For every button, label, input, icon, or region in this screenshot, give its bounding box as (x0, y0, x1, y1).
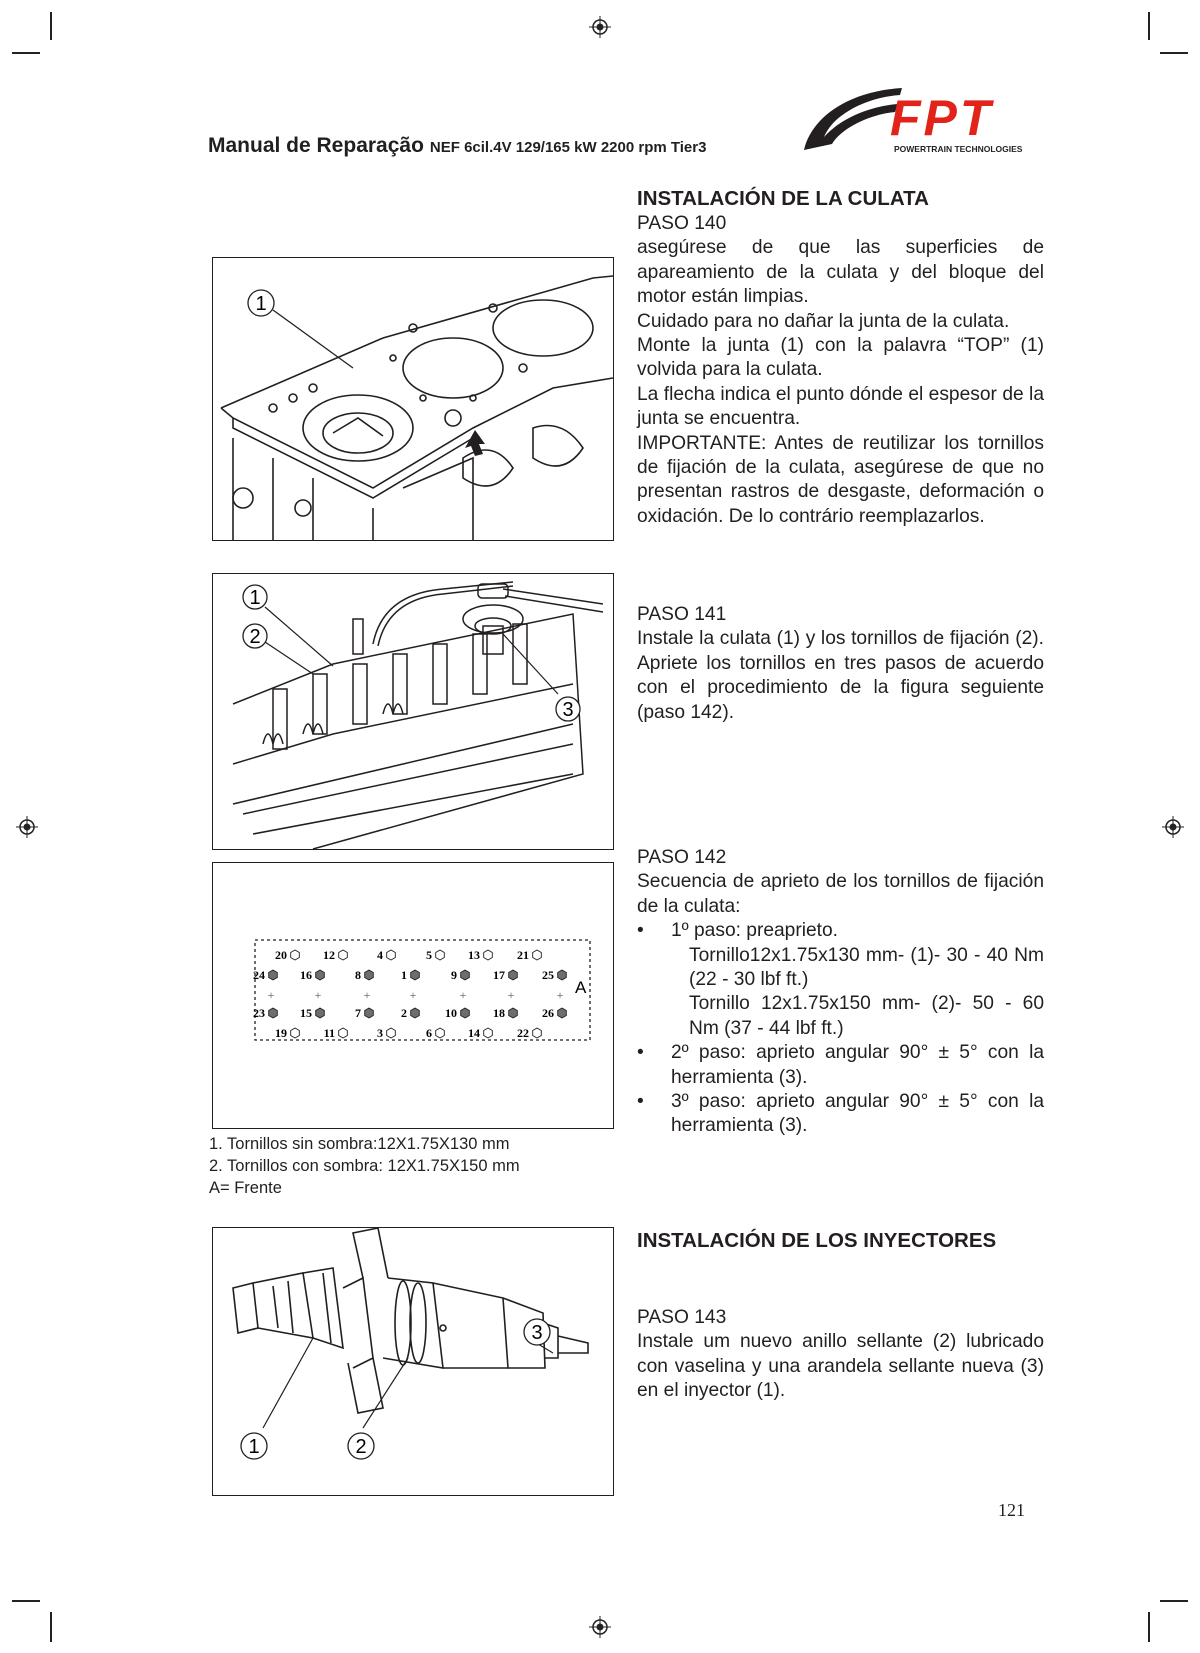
legend-item: 2. Tornillos con sombra: 12X1.75X150 mm (209, 1157, 520, 1175)
figure-head-install (212, 573, 614, 850)
bolt-shaded-icon (269, 970, 278, 980)
cylinder-center-cross-icon: + (507, 988, 515, 1002)
bolt-unshaded-icon (339, 1028, 348, 1038)
callout-label: 1 (248, 1436, 260, 1458)
bullet-subitem: Tornillo12x1.75x130 mm- (1)- 30 - 40 Nm (22 - 30 lbf ft.) (689, 944, 1044, 991)
cylinder-center-cross-icon: + (409, 988, 417, 1002)
cylinder-center-cross-icon: + (267, 988, 275, 1002)
bolt-unshaded-icon (436, 950, 445, 960)
bolt-shaded-icon (316, 970, 325, 980)
bolt-shaded-icon (411, 1008, 420, 1018)
bolt-shaded-icon (365, 1008, 374, 1018)
legend-item: A= Frente (209, 1179, 282, 1197)
bolt-unshaded-icon (339, 950, 348, 960)
bolt-number: 7 (355, 1006, 361, 1020)
bolt-number: 5 (426, 948, 432, 962)
bolt-shaded-icon (461, 1008, 470, 1018)
crop-mark (1148, 1612, 1150, 1642)
bolt-unshaded-icon (291, 1028, 300, 1038)
bolt-unshaded-icon (387, 950, 396, 960)
fpt-swoosh-icon (802, 82, 1032, 158)
cylinder-center-cross-icon: + (363, 988, 371, 1002)
bolt-shaded-icon (558, 1008, 567, 1018)
callout-label: 3 (531, 1322, 543, 1344)
bolt-shaded-icon (269, 1008, 278, 1018)
crop-mark (1148, 12, 1150, 40)
crop-mark (1160, 1600, 1188, 1602)
bolt-number: 12 (323, 948, 335, 962)
bolt-number: 13 (468, 948, 480, 962)
bolt-unshaded-icon (436, 1028, 445, 1038)
callout-label: 2 (355, 1436, 367, 1458)
paso-140-block (637, 186, 1044, 529)
manual-title: Manual de Reparação (208, 134, 424, 157)
bolt-number: 19 (275, 1026, 287, 1040)
paragraph: asegúrese de que las superficies de apareamiento de la culata y del bloque del motor están limpias. (637, 237, 1044, 308)
crop-mark (50, 12, 52, 40)
paragraph: La flecha indica el punto dónde el espesor de la junta se encuentra. (637, 383, 1044, 430)
page-number: 121 (998, 1500, 1025, 1520)
callout-label: 1 (249, 587, 261, 609)
bolt-number: 1 (401, 968, 407, 982)
bolt-number: 25 (542, 968, 554, 982)
bolt-number: 9 (451, 968, 457, 982)
paragraph: Instale um nuevo anillo sellante (2) lubricado con vaselina y una arandela sellante nueva (3) en el inyector (1). (637, 1331, 1044, 1402)
bolt-number: 20 (275, 948, 287, 962)
figure-injector (212, 1227, 614, 1496)
manual-subtitle: NEF 6cil.4V 129/165 kW 2200 rpm Tier3 (429, 139, 707, 156)
paragraph: Instale la culata (1) y los tornillos de fijación (2). Apriete los tornillos en tres pasos de acuerdo con el procedimiento de la figura seguiente (paso 142). (637, 628, 1044, 723)
bolt-number: 21 (517, 948, 529, 962)
bolt-unshaded-icon (484, 1028, 493, 1038)
cylinder-center-cross-icon: + (556, 988, 564, 1002)
crop-mark (50, 1612, 52, 1642)
registration-mark-icon (589, 1616, 611, 1638)
registration-mark-icon (1162, 816, 1184, 838)
bolt-unshaded-icon (533, 950, 542, 960)
manual-header (208, 134, 706, 158)
step-label: PASO 140 (637, 213, 727, 234)
crop-mark (12, 1600, 40, 1602)
bolt-number: 23 (253, 1006, 265, 1020)
bolt-unshaded-icon (533, 1028, 542, 1038)
bolt-shaded-icon (316, 1008, 325, 1018)
bolt-unshaded-icon (387, 1028, 396, 1038)
cylinder-center-cross-icon: + (314, 988, 322, 1002)
section-inyectores (637, 1228, 1044, 1254)
paso-142-block (637, 846, 1044, 1139)
step-label: PASO 141 (637, 604, 727, 625)
bolt-number: 6 (426, 1026, 432, 1040)
bullet-item: • 2º paso: aprieto angular 90° ± 5° con la herramienta (3). (637, 1042, 1044, 1088)
callout-label: 3 (562, 699, 574, 721)
section-heading-culata: INSTALACIÓN DE LA CULATA (637, 187, 929, 210)
bolt-number: 24 (253, 968, 265, 982)
bolt-number: 4 (377, 948, 383, 962)
bolt-number: 16 (300, 968, 312, 982)
fpt-tagline: POWERTRAIN TECHNOLOGIES (894, 144, 1023, 154)
paragraph: IMPORTANTE: Antes de reutilizar los tornillos de fijación de la culata, asegúrese de que no presentan rastros de desgaste, deformación o oxidación. De lo contrário reemplazarlos. (637, 432, 1044, 527)
bolt-number: 22 (517, 1026, 529, 1040)
bolt-shaded-icon (411, 970, 420, 980)
callout-label: 2 (249, 626, 261, 648)
bolt-unshaded-icon (291, 950, 300, 960)
bolt-number: 2 (401, 1006, 407, 1020)
paso-141-block (637, 603, 1044, 725)
bolt-number: 10 (445, 1006, 457, 1020)
bolt-number: 15 (300, 1006, 312, 1020)
bolt-number: 3 (377, 1026, 383, 1040)
bolt-unshaded-icon (484, 950, 493, 960)
bolt-shaded-icon (461, 970, 470, 980)
crop-mark (12, 52, 40, 54)
crop-mark (1160, 52, 1188, 54)
registration-mark-icon (16, 816, 38, 838)
bullet-subitem: Tornillo 12x1.75x150 mm- (2)- 50 - 60 Nm (37 - 44 lbf ft.) (689, 993, 1044, 1039)
section-heading-inyectores: INSTALACIÓN DE LOS INYECTORES (637, 1229, 997, 1252)
paragraph: Monte la junta (1) con la palavra “TOP” (1) volvida para la culata. (637, 335, 1044, 381)
bolt-number: 17 (493, 968, 505, 982)
fpt-logo (802, 82, 1032, 158)
bolt-number: 18 (493, 1006, 505, 1020)
registration-mark-icon (589, 16, 611, 38)
bullet-item: • 3º paso: aprieto angular 90° ± 5° con la herramienta (3). (637, 1091, 1044, 1137)
cylinder-center-cross-icon: + (459, 988, 467, 1002)
figure-tightening-sequence (212, 862, 614, 1129)
bolt-shaded-icon (365, 970, 374, 980)
paragraph: Secuencia de aprieto de los tornillos de fijación de la culata: (637, 871, 1044, 917)
front-label: A (575, 978, 587, 997)
legend-item: 1. Tornillos sin sombra:12X1.75X130 mm (209, 1135, 510, 1153)
bolt-shaded-icon (509, 1008, 518, 1018)
callout-label: 1 (255, 293, 267, 315)
figure-head-gasket (212, 257, 614, 541)
step-label: PASO 143 (637, 1307, 727, 1328)
bolt-number: 14 (468, 1026, 480, 1040)
paso-143-block (637, 1306, 1044, 1404)
bolt-shaded-icon (509, 970, 518, 980)
bolt-number: 26 (542, 1006, 554, 1020)
fpt-logo-text: FPT (890, 90, 994, 146)
bullet-item: • 1º paso: preaprieto. (637, 920, 839, 942)
bolt-number: 11 (323, 1026, 335, 1040)
paragraph: Cuidado para no dañar la junta de la culata. (637, 310, 1010, 332)
step-label: PASO 142 (637, 847, 727, 868)
figure-legend (209, 1133, 520, 1199)
bolt-shaded-icon (558, 970, 567, 980)
bolt-number: 8 (355, 968, 361, 982)
